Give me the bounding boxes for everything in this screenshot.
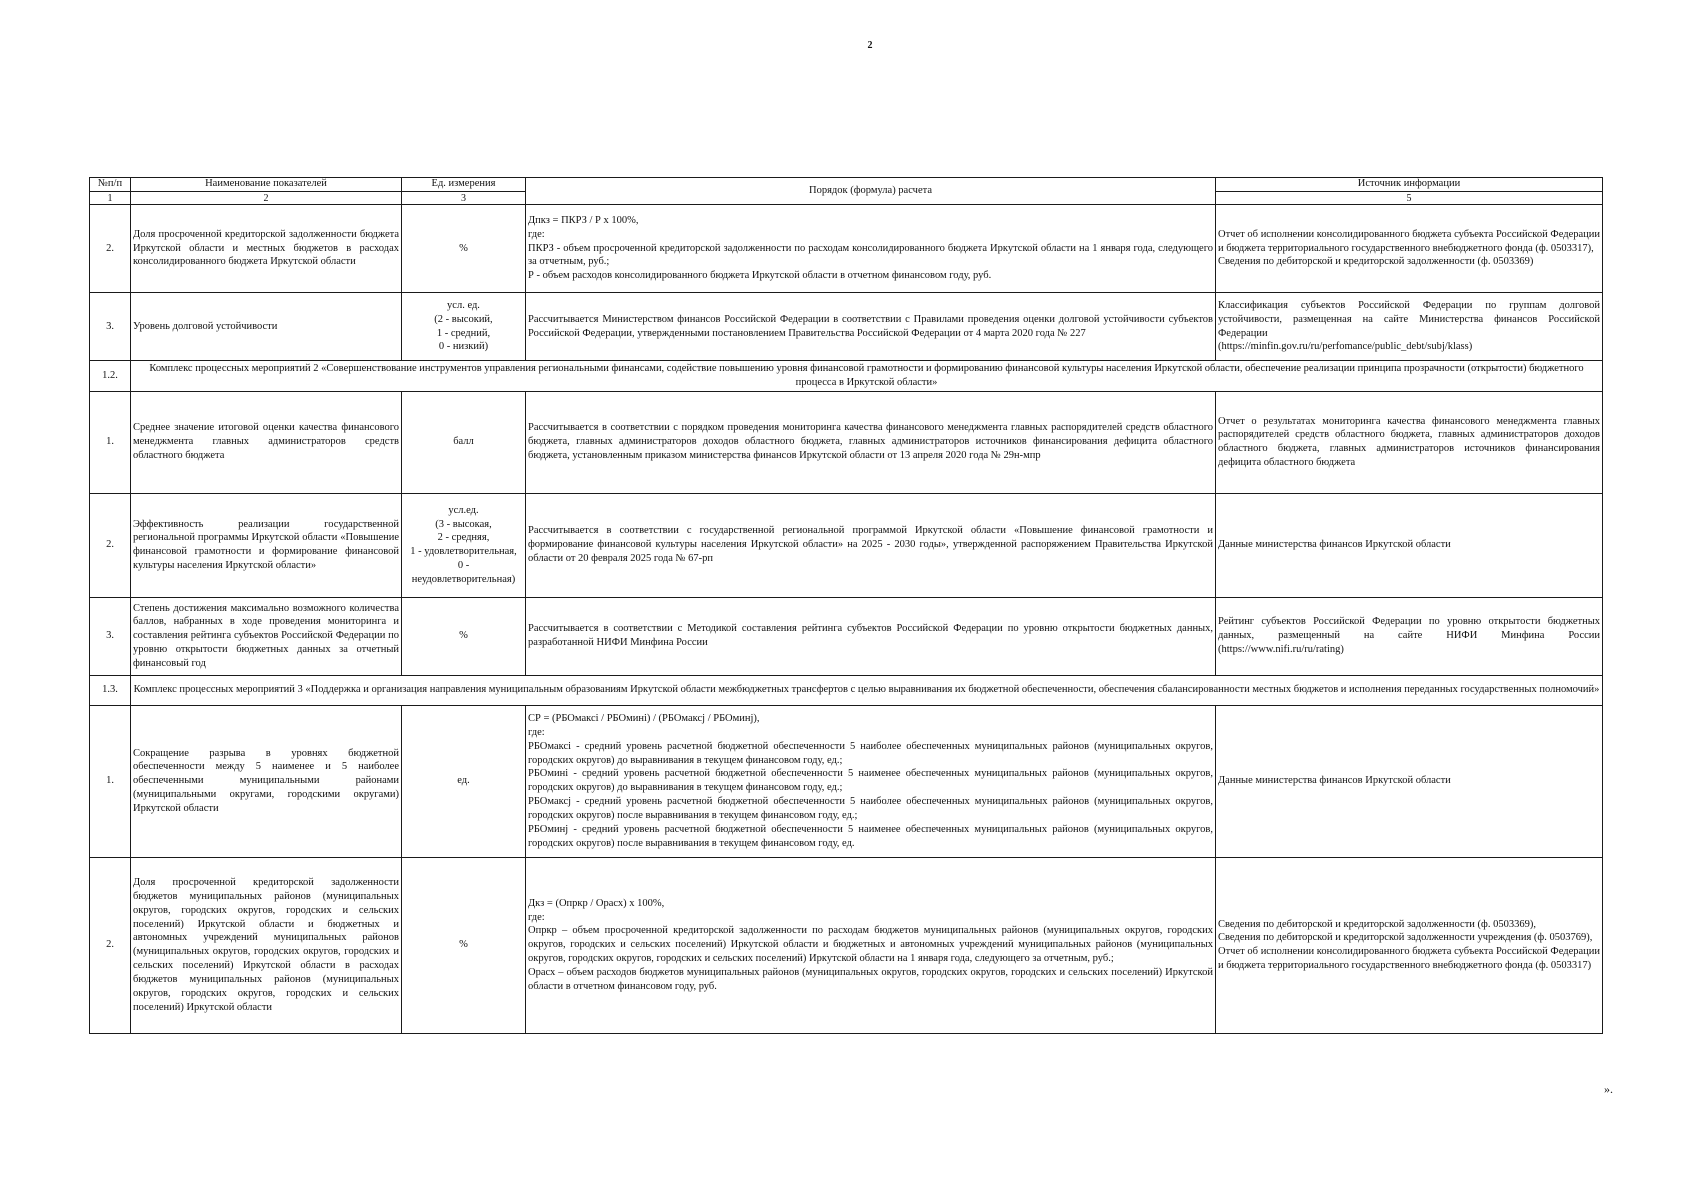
information-source — [1216, 391, 1603, 493]
text-line: (https://minfin.gov.ru/ru/perfomance/public_debt/subj/klass) — [1218, 341, 1473, 353]
unit-of-measure — [402, 705, 526, 857]
table-header-row — [90, 178, 1603, 192]
text-line: где: — [528, 911, 545, 923]
page-number: 2 — [867, 40, 873, 51]
text-line: Орасх – объем расходов бюджетов муниципальных районов (муниципальных округов, городских округов, городских и сельских поселений) Иркутской области в отчетном финансовом году, руб. — [528, 967, 1213, 992]
row-number: 2. — [90, 493, 131, 597]
information-source — [1216, 857, 1603, 1033]
text-line: % — [459, 630, 468, 642]
table-row — [90, 597, 1603, 675]
text-line: Отчет о результатах мониторинга качества финансового менеджмента главных распорядителей средств областного бюджета, главных администраторов доходов областного бюджета, главных администраторов источников финансирования дефицита областного бюджета — [1218, 415, 1600, 469]
unit-of-measure — [402, 493, 526, 597]
calculation-formula — [526, 705, 1216, 857]
indicator-name: Доля просроченной кредиторской задолженности бюджета Иркутской области и местных бюджетов в расходах консолидированного бюджета Иркутской области — [131, 205, 402, 293]
table-row — [90, 391, 1603, 493]
text-line: Рассчитывается в соответствии с Методикой составления рейтинга субъектов Российской Федерации по уровню открытости бюджетных данных, разработанной НИФИ Минфина России — [528, 623, 1213, 649]
text-line: Сведения по дебиторской и кредиторской задолженности (ф. 0503369) — [1218, 256, 1534, 268]
unit-of-measure — [402, 391, 526, 493]
header-source: Источник информации — [1216, 178, 1603, 192]
text-line: Данные министерства финансов Иркутской области — [1218, 775, 1451, 787]
text-line: РБОмаксj - средний уровень расчетной бюджетной обеспеченности 5 наиболее обеспеченных муниципальных районов (муниципальных округов, городских округов) после выравнивания в текущем финансовом году, ед.; — [528, 796, 1213, 821]
calculation-formula — [526, 857, 1216, 1033]
column-number-2: 2 — [131, 192, 402, 205]
text-line: Опркр – объем просроченной кредиторской задолженности по расходам бюджетов муниципальных районов (муниципальных округов, городских округов, городских и сельских поселений) Иркутской области и бюджетных и автономных учреждений муниципальных районов (муниципальных округов, городских округов, городских и сельских поселений) Иркутской области на 1 января года, следующего за отчетным, руб.; — [528, 925, 1213, 965]
calculation-formula — [526, 391, 1216, 493]
text-line: 1 - средний, — [436, 327, 491, 339]
information-source — [1216, 597, 1603, 675]
row-number: 2. — [90, 205, 131, 293]
row-number: 2. — [90, 857, 131, 1033]
text-line: Данные министерства финансов Иркутской области — [1218, 539, 1451, 551]
text-line: где: — [528, 726, 545, 738]
information-source — [1216, 493, 1603, 597]
unit-of-measure — [402, 597, 526, 675]
text-line: Рассчитывается в соответствии с государственной региональной программой Иркутской области «Повышение финансовой грамотности и формирование финансовой культуры населения Иркутской области» на 2025 - 2030 годы», утвержденной распоряжением Правительства Иркутской области от 20 февраля 2025 года № 67-рп — [528, 525, 1213, 565]
text-line: 0 - низкий) — [438, 341, 489, 353]
section-row — [90, 675, 1603, 705]
text-line: (3 - высокая, — [435, 518, 492, 530]
information-source — [1216, 705, 1603, 857]
indicator-name: Уровень долговой устойчивости — [131, 293, 402, 361]
text-line: балл — [453, 436, 474, 448]
row-number: 1. — [90, 391, 131, 493]
text-line: 0 - — [457, 560, 470, 572]
text-line: % — [459, 939, 468, 951]
section-number: 1.3. — [90, 675, 131, 705]
text-line: Отчет об исполнении консолидированного бюджета субъекта Российской Федерации и бюджета территориального государственного внебюджетного фонда (ф. 0503317), — [1218, 228, 1600, 254]
table-row — [90, 493, 1603, 597]
table-row — [90, 705, 1603, 857]
indicator-name: Эффективность реализации государственной региональной программы Иркутской области «Повышение финансовой грамотности и формирование финансовой культуры населения Иркутской области» — [131, 493, 402, 597]
text-line: Рассчитывается Министерством финансов Российской Федерации в соответствии с Правилами проведения оценки долговой устойчивости субъектов Российской Федерации, утвержденными постановлением Правительства Российской Федерации от 4 марта 2020 года № 227 — [528, 313, 1213, 339]
row-number: 3. — [90, 293, 131, 361]
text-line: % — [459, 242, 468, 254]
calculation-formula — [526, 205, 1216, 293]
text-line: 2 - средняя, — [437, 532, 490, 544]
section-row — [90, 361, 1603, 392]
indicator-name: Среднее значение итоговой оценки качества финансового менеджмента главных администраторов средств областного бюджета — [131, 391, 402, 493]
row-number: 1. — [90, 705, 131, 857]
indicator-name: Доля просроченной кредиторской задолженности бюджетов муниципальных районов (муниципальных округов, городских округов, городских и сельских поселений) Иркутской области и бюджетных и автономных учреждений муниципальных районов (муниципальных округов, городских округов, городских и сельских поселений) Иркутской области в расходах бюджетов муниципальных районов (муниципальных округов, городских округов, городских и сельских поселений) Иркутской области — [131, 857, 402, 1033]
text-line: Сведения по дебиторской и кредиторской задолженности учреждения (ф. 0503769), — [1218, 932, 1593, 944]
text-line: усл.ед. — [448, 504, 479, 516]
row-number: 3. — [90, 597, 131, 675]
text-line: РБОмаксi - средний уровень расчетной бюджетной обеспеченности 5 наиболее обеспеченных муниципальных районов (муниципальных округов, городских округов) до выравнивания в текущем финансовом году, ед.; — [528, 740, 1213, 766]
text-line: неудовлетворительная) — [411, 573, 516, 585]
unit-of-measure — [402, 205, 526, 293]
header-formula: Порядок (формула) расчета — [526, 178, 1216, 205]
text-line: Р - объем расходов консолидированного бюджета Иркутской области в отчетном финансовом году, руб. — [528, 270, 992, 282]
section-title: Комплекс процессных мероприятий 2 «Совершенствование инструментов управления региональными финансами, содействие повышению уровня финансовой грамотности и формированию финансовой культуры населения Иркутской области, обеспечение реализации принципа прозрачности (открытости) бюджетного процесса в Иркутской области» — [131, 361, 1603, 392]
table-row — [90, 857, 1603, 1033]
header-name: Наименование показателей — [131, 178, 402, 192]
indicators-table — [89, 177, 1603, 1034]
unit-of-measure — [402, 293, 526, 361]
section-number: 1.2. — [90, 361, 131, 392]
text-line: 1 - удовлетворительная, — [410, 546, 517, 558]
text-line: Дкз = (Опркр / Орасх) x 100%, — [528, 897, 665, 909]
closing-quote-mark: ». — [1604, 1082, 1613, 1096]
table-row — [90, 205, 1603, 293]
header-unit: Ед. измерения — [402, 178, 526, 192]
indicator-name: Степень достижения максимально возможного количества баллов, набранных в ходе проведения мониторинга и составления рейтинга субъектов Российской Федерации по уровню открытости бюджетных данных за отчетный финансовый год — [131, 597, 402, 675]
indicator-name: Сокращение разрыва в уровнях бюджетной обеспеченности между 5 наименее и 5 наиболее обеспеченными муниципальными районами (муниципальными округами, городскими округами) Иркутской области — [131, 705, 402, 857]
column-number-1: 1 — [90, 192, 131, 205]
header-num: №п/п — [90, 178, 131, 192]
text-line: ед. — [457, 775, 470, 787]
unit-of-measure — [402, 857, 526, 1033]
text-line: где: — [528, 228, 545, 240]
information-source — [1216, 293, 1603, 361]
calculation-formula — [526, 493, 1216, 597]
text-line: Дпкз = ПКРЗ / Р x 100%, — [528, 214, 639, 226]
information-source — [1216, 205, 1603, 293]
text-line: Сведения по дебиторской и кредиторской задолженности (ф. 0503369), — [1218, 918, 1536, 930]
text-line: Отчет об исполнении консолидированного бюджета субъекта Российской Федерации и бюджета территориального государственного внебюджетного фонда (ф. 0503317) — [1218, 946, 1600, 972]
section-title: Комплекс процессных мероприятий 3 «Поддержка и организация направления муниципальным образованиям Иркутской области межбюджетных трансфертов с целью выравнивания их бюджетной обеспеченности, обеспечения сбалансированности местных бюджетов и исполнения переданных государственных полномочий» — [131, 675, 1603, 705]
table-row — [90, 293, 1603, 361]
column-number-5: 5 — [1216, 192, 1603, 205]
text-line: Классификация субъектов Российской Федерации по группам долговой устойчивости, размещенная на сайте Министерства финансов Российской Федерации — [1218, 299, 1600, 339]
text-line: усл. ед. — [447, 299, 480, 311]
text-line: ПКРЗ - объем просроченной кредиторской задолженности по расходам консолидированного бюджета Иркутской области на 1 января года, следующего за отчетным, руб.; — [528, 242, 1213, 268]
text-line: Рассчитывается в соответствии с порядком проведения мониторинга качества финансового менеджмента главных распорядителей средств областного бюджета, главных администраторов доходов областного бюджета, главных администраторов источников финансирования дефицита областного бюджета, установленным приказом министерства финансов Иркутской области от 13 апреля 2020 года № 29н-мпр — [528, 422, 1213, 462]
calculation-formula — [526, 293, 1216, 361]
text-line: РБОминi - средний уровень расчетной бюджетной обеспеченности 5 наименее обеспеченных муниципальных районов (муниципальных округов, городских округов) до выравнивания в текущем финансовом году, ед.; — [528, 768, 1213, 794]
text-line: РБОминj - средний уровень расчетной бюджетной обеспеченности 5 наименее обеспеченных муниципальных районов (муниципальных округов, городских округов) после выравнивания в текущем финансовом году, ед. — [528, 823, 1213, 849]
column-number-3: 3 — [402, 192, 526, 205]
text-line: Рейтинг субъектов Российской Федерации по уровню открытости бюджетных данных, размещенный на сайте НИФИ Минфина России (https://www.nifi.ru/ru/rating) — [1218, 616, 1600, 656]
text-line: (2 - высокий, — [434, 313, 493, 325]
text-line: СР = (РБОмаксi / РБОминi) / (РБОмаксj / РБОминj), — [528, 712, 760, 724]
calculation-formula — [526, 597, 1216, 675]
